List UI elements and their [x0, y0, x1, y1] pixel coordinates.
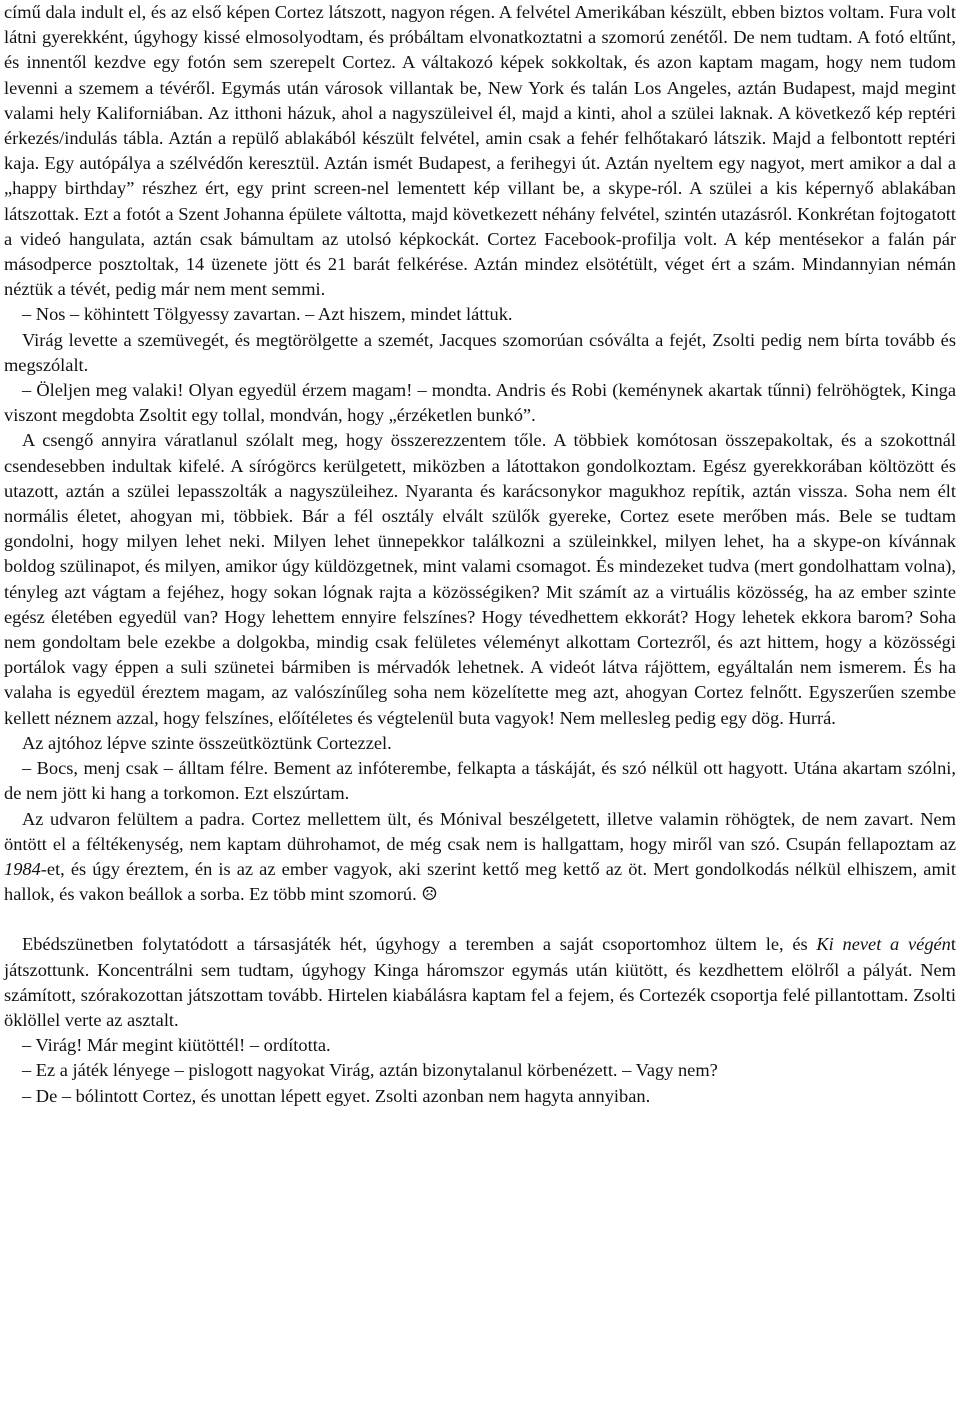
game-title: Ki nevet a végén [816, 934, 951, 955]
paragraph-door: Az ajtóhoz lépve szinte összeütköztünk Cortezzel. [22, 732, 392, 753]
book-title-1984: 1984 [4, 858, 41, 879]
paragraph-spacer [4, 907, 956, 932]
paragraph-zsolti-shout: – Virág! Már megint kiütöttél! – ordította. [22, 1035, 331, 1056]
paragraph-tolgyessy: – Nos – köhintett Tölgyessy zavartan. – Azt hiszem, mindet láttuk. [22, 304, 513, 325]
paragraph-bell: A csengő annyira váratlanul szólalt meg, hogy összerezzentem tőle. A többiek komótosan összepakoltak, és a szokottnál csendesebben indultak kifelé. A sírógörcs kerülgetett, miközben a látottakon gondolkoztam. Egész gyerekkorában költözött és utazott, aztán a szülei lepasszolták a nagyszüleihez. Nyaranta és karácsonykor magukhoz repítik, aztán vissza. Soha nem élt normális életet, ahogyan mi, többiek. Bár a fél osztály elvált szülők gyereke, Cortez esete merőben más. Bele se tudtam gondolni, hogy milyen lehet neki. Milyen lehet ünnepekkor találkozni a szüleinkkel, milyen lehet, ha a skype-on kívánnak boldog szülinapot, és milyen, amikor úgy küldözgetnek, mint valami csomagot. És mindezeket tudva (mert gondolhattam volna), tényleg azt vágtam a fejéhez, hogy sokan lógnak rajta a közösségiken? Mit számít az a virtuális közösség, ha az ember szinte egész életében egyedül van? Hogy lehettem ennyire felszínes? Hogy tévedhettem ekkorát? Hogy lehetek ekkora barom? Soha nem gondoltam bele ezekbe a dolgokba, mindig csak felületes véleményt alkottam Cortezről, és azt hittem, hogy a közösségi portálok vagy éppen a suli szünetei bármiben is mérvadók lehetnek. A videót látva rájöttem, egyáltalán nem ismerem. És ha valaha is egyedül éreztem magam, az valószínűleg soha nem közelítette meg azt, ahogyan Cortez felnőtt. Egyszerűen szembe kellett néznem azzal, hogy felszínes, előítéletes és végtelenül buta vagyok! Nem mellesleg pedig egy dög. Hurrá. [4, 430, 956, 728]
courtyard-text-a: Az udvaron felültem a padra. Cortez mellettem ült, és Mónival beszélgetett, illetve valamin röhögtek, de nem zavart. Nem öntött el a féltékenység, nem kaptam dührohamot, de még csak nem is hallgattam, hogy miről van szó. Csupán fellapoztam az [4, 808, 956, 854]
paragraph-cortez-reply: – De – bólintott Cortez, és unottan lépett egyet. Zsolti azonban nem hagyta annyiban. [22, 1085, 651, 1106]
courtyard-text-b: -et, és úgy éreztem, én is az az ember vagyok, aki szerint kettő meg kettő az öt. Mert gondolkodás nélkül elhiszem, amit hallok, és vakon beállok a sorba. Ez több mint szomorú. ☹ [4, 858, 956, 905]
paragraph-courtyard [4, 807, 956, 908]
paragraph-lunch [4, 932, 956, 1033]
paragraph-zsolti-hug: – Öleljen meg valaki! Olyan egyedül érzem magam! – mondta. Andris és Robi (keménynek akartak tűnni) felröhögtek, Kinga viszont megdobta Zsoltit egy tollal, mondván, hogy „érzéketlen bunkó”. [4, 380, 956, 426]
paragraph-virag-glasses: Virág levette a szemüvegét, és megtörölgette a szemét, Jacques szomorúan csóválta a fejét, Zsolti pedig nem bírta tovább és megszólalt. [4, 329, 956, 375]
paragraph-virag-reply: – Ez a játék lényege – pislogott nagyokat Virág, aztán bizonytalanul körbenézett. – Vagy nem? [22, 1060, 718, 1081]
lunch-text-b: t játszottunk. Koncentrálni sem tudtam, úgyhogy Kinga háromszor egymás után kiütött, és kezdhettem elölről a pályát. Nem számított, szórakozottan játszottam tovább. Hirtelen kiabálásra kaptam fel a fejem, és Cortezék csoportja felé pillantottam. Zsolti öklöllel verte az asztalt. [4, 934, 956, 1030]
paragraph-bocs: – Bocs, menj csak – álltam félre. Bement az infóterembe, felkapta a táskáját, és szó nélkül ott hagyott. Utána akartam szólni, de nem jött ki hang a torkomon. Ezt elszúrtam. [4, 758, 956, 804]
paragraph-video-description: című dala indult el, és az első képen Cortez látszott, nagyon régen. A felvétel Amerikában készült, ebben biztos voltam. Fura volt látni gyerekként, úgyhogy kissé elmosolyodtam, és próbáltam elvonatkoztatni a szomorú zenétől. De nem tudtam. A fotó eltűnt, és innentől kezdve egy fotón sem szerepelt Cortez. A váltakozó képek sokkoltak, és azon kaptam magam, hogy nem tudom levenni a szemem a tévéről. Egymás után városok villantak be, New York és talán Los Angeles, aztán Budapest, majd megint valami hely Kaliforniában. Az itthoni házuk, ahol a nagyszüleivel él, majd a kinti, ahol a szülei laknak. A következő kép reptéri érkezés/indulás tábla. Aztán a repülő ablakából készült felvétel, amin csak a fehér felhőtakaró látszik. Majd a felbontott reptéri kaja. Egy autópálya a szélvédőn keresztül. Aztán ismét Budapest, a ferihegyi út. Aztán nyeltem egy nagyot, mert amikor a dal a „happy birthday” részhez ért, egy print screen-nel lementett kép villant be, a skype-ról. A szülei a kis képernyő ablakában látszottak. Ezt a fotót a Szent Johanna épülete váltotta, majd következett néhány felvétel, szintén utazásról. Konkrétan fojtogatott a videó hangulata, aztán csak bámultam az utolsó képkockát. Cortez Facebook-profilja volt. A kép mentésekor a falán pár másodperce posztoltak, 14 üzenete jött és 21 barát felkérése. Aztán mindez elsötétült, véget ért a szám. Mindannyian némán néztük a tévét, pedig már nem ment semmi. [4, 2, 956, 300]
lunch-text-a: Ebédszünetben folytatódott a társasjáték hét, úgyhogy a teremben a saját csoportomhoz ültem le, és [22, 934, 817, 955]
